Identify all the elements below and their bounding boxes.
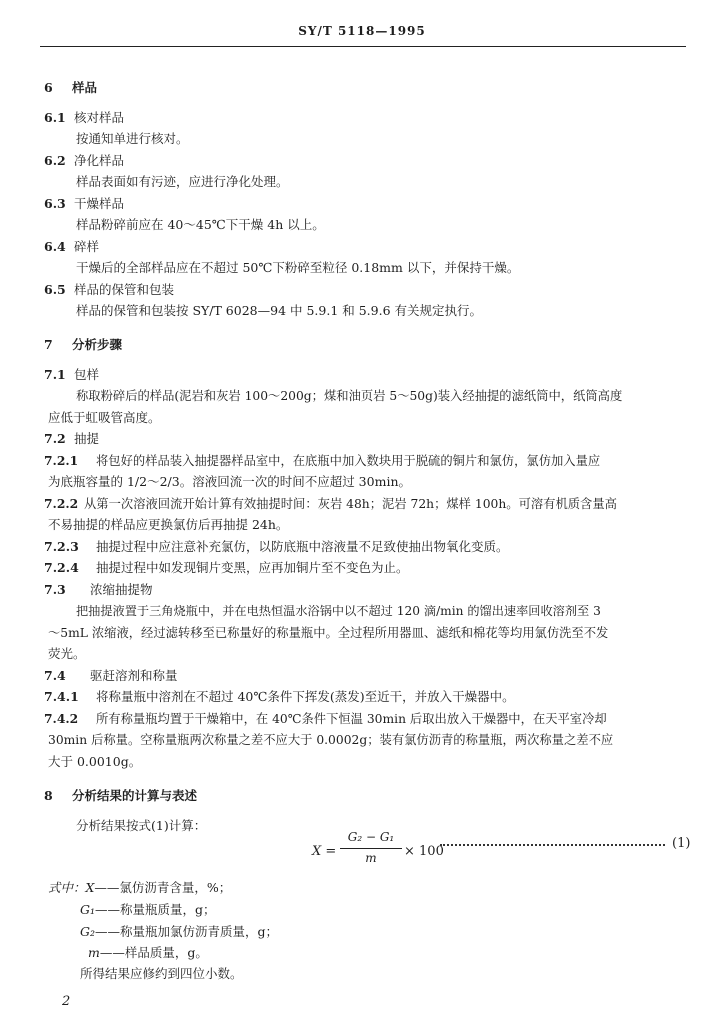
clause-title: 浓缩抽提物: [90, 582, 153, 597]
clause-title: 核对样品: [74, 110, 125, 125]
formula-denominator: m: [365, 851, 377, 865]
section-6-heading: [44, 80, 97, 96]
clause-7-4-1-line: [44, 689, 515, 705]
clause-number: 7.2.2: [44, 496, 79, 511]
clause-text: 将包好的样品装入抽提器样品室中，在底瓶中加入数块用于脱硫的铜片和氯仿，氯仿加入量应: [96, 454, 601, 468]
symbol: G₂: [80, 924, 95, 939]
clause-number: 6.2: [44, 153, 66, 168]
clause-7-1-body-line: 应低于虹吸管高度。: [48, 410, 161, 425]
clause-7-4-2-line: [44, 711, 607, 727]
equation-number: (1): [672, 836, 691, 851]
formula-rhs: × 100: [404, 844, 444, 859]
clause-7-2-3-line: [44, 539, 509, 555]
formula-intro: 分析结果按式(1)计算：: [76, 818, 207, 833]
clause-title: 净化样品: [74, 153, 125, 168]
clause-number: 7.4: [44, 668, 66, 683]
section-number: 8: [44, 788, 53, 803]
clause-title: 干燥样品: [74, 196, 125, 211]
clause-number: 7.2.1: [44, 453, 79, 468]
clause-7-3-body-line: 荧光。: [48, 646, 86, 661]
symbol: G₁: [80, 902, 95, 917]
clause-6-5-body: 样品的保管和包装按 SY/T 6028—94 中 5.9.1 和 5.9.6 有关规定执行。: [76, 303, 483, 318]
section-number: 7: [44, 337, 53, 352]
standard-code-header: SY/T 5118—1995: [298, 24, 426, 38]
formula-lhs: X =: [312, 844, 337, 859]
dot-leader: [440, 844, 665, 846]
clause-6-5-heading: [44, 282, 174, 298]
section-7-heading: [44, 337, 122, 353]
clause-7-3-body-line: ～5mL 浓缩液，经过滤转移至已称量好的称量瓶中。全过程所用器皿、滤纸和棉花等均用氯仿洗至不发: [48, 626, 609, 640]
clause-number: 6.1: [44, 110, 66, 125]
section-number: 6: [44, 80, 53, 95]
clause-title: 样品的保管和包装: [74, 282, 175, 297]
formula-numerator: G₂ − G₁: [347, 830, 395, 844]
clause-7-4-2-line: 大于 0.0010g。: [48, 754, 142, 769]
clause-7-2-2-line: [44, 496, 617, 512]
where-g1-line: [80, 902, 216, 918]
clause-7-4-2-line: 30min 后称量。空称量瓶两次称量之差不应大于 0.0002g；装有氯仿沥青的称量瓶，两次称量之差不应: [48, 733, 614, 747]
where-x-line: [48, 880, 231, 896]
symbol: m: [88, 945, 100, 960]
where-m-line: [88, 945, 208, 961]
clause-text: 抽提过程中如发现铜片变黑，应再加铜片至不变色为止。: [96, 560, 409, 575]
page-number: 2: [62, 994, 71, 1009]
clause-7-2-1-line: [44, 453, 600, 469]
clause-6-2-heading: [44, 153, 124, 169]
symbol-desc: ——称量瓶质量，g；: [95, 902, 216, 917]
clause-7-2-heading: [44, 431, 99, 447]
clause-number: 6.5: [44, 282, 66, 297]
header-rule: [40, 46, 686, 47]
clause-7-2-2-line: 不易抽提的样品应更换氯仿后再抽提 24h。: [48, 517, 289, 532]
clause-6-3-heading: [44, 196, 124, 212]
clause-number: 7.1: [44, 367, 66, 382]
clause-6-3-body: 样品粉碎前应在 40～45℃下干燥 4h 以上。: [76, 217, 325, 232]
clause-6-2-body: 样品表面如有污迹，应进行净化处理。: [76, 174, 289, 189]
clause-7-3-heading: [44, 582, 153, 598]
where-g2-line: [80, 924, 278, 940]
clause-number: 7.2.3: [44, 539, 79, 554]
clause-7-3-body-line: 把抽提液置于三角烧瓶中，并在电热恒温水浴锅中以不超过 120 滴/min 的馏出速率回收溶剂至 3: [76, 604, 601, 618]
clause-7-1-body-line: 称取粉碎后的样品(泥岩和灰岩 100～200g；煤和油页岩 5～50g)装入经抽提的滤纸筒中，纸筒高度: [76, 389, 623, 403]
clause-title: 碎样: [74, 239, 100, 254]
rounding-note: 所得结果应修约到四位小数。: [80, 966, 243, 981]
where-x-desc: ——氯仿沥青含量，%；: [94, 880, 232, 895]
clause-number: 7.2: [44, 431, 66, 446]
clause-number: 6.3: [44, 196, 66, 211]
fraction-bar: [340, 848, 402, 849]
section-8-heading: [44, 788, 197, 804]
clause-7-1-heading: [44, 367, 99, 383]
clause-7-2-4-line: [44, 560, 409, 576]
clause-number: 7.3: [44, 582, 66, 597]
clause-6-1-body: 按通知单进行核对。: [76, 131, 189, 146]
symbol-desc: ——样品质量，g。: [99, 945, 208, 960]
clause-6-1-heading: [44, 110, 124, 126]
clause-text: 所有称量瓶均置于干燥箱中，在 40℃条件下恒温 30min 后取出放入干燥器中，在天平室冷却: [96, 712, 607, 726]
clause-text: 从第一次溶液回流开始计算有效抽提时间：灰岩 48h；泥岩 72h；煤样 100h。可溶有机质含量高: [84, 497, 617, 511]
clause-title: 包样: [74, 367, 100, 382]
clause-6-4-heading: [44, 239, 99, 255]
clause-text: 将称量瓶中溶剂在不超过 40℃条件下挥发(蒸发)至近干，并放入干燥器中。: [96, 689, 515, 704]
clause-title: 驱赶溶剂和称量: [90, 668, 178, 683]
where-lead: 式中：X: [48, 880, 95, 895]
symbol-desc: ——称量瓶加氯仿沥青质量，g；: [95, 924, 279, 939]
clause-number: 7.4.2: [44, 711, 79, 726]
clause-title: 抽提: [74, 431, 100, 446]
section-title: 分析步骤: [72, 337, 123, 352]
section-title: 样品: [72, 80, 98, 95]
clause-7-2-1-line: 为底瓶容量的 1/2～2/3。溶液回流一次的时间不应超过 30min。: [48, 474, 411, 489]
clause-number: 6.4: [44, 239, 66, 254]
clause-text: 抽提过程中应注意补充氯仿，以防底瓶中溶液量不足致使抽出物氧化变质。: [96, 539, 509, 554]
clause-number: 7.2.4: [44, 560, 79, 575]
section-title: 分析结果的计算与表述: [72, 788, 198, 803]
clause-6-4-body: 干燥后的全部样品应在不超过 50℃下粉碎至粒径 0.18mm 以下，并保持干燥。: [76, 260, 520, 275]
formula-fraction: [340, 830, 402, 865]
clause-number: 7.4.1: [44, 689, 79, 704]
clause-7-4-heading: [44, 668, 178, 684]
